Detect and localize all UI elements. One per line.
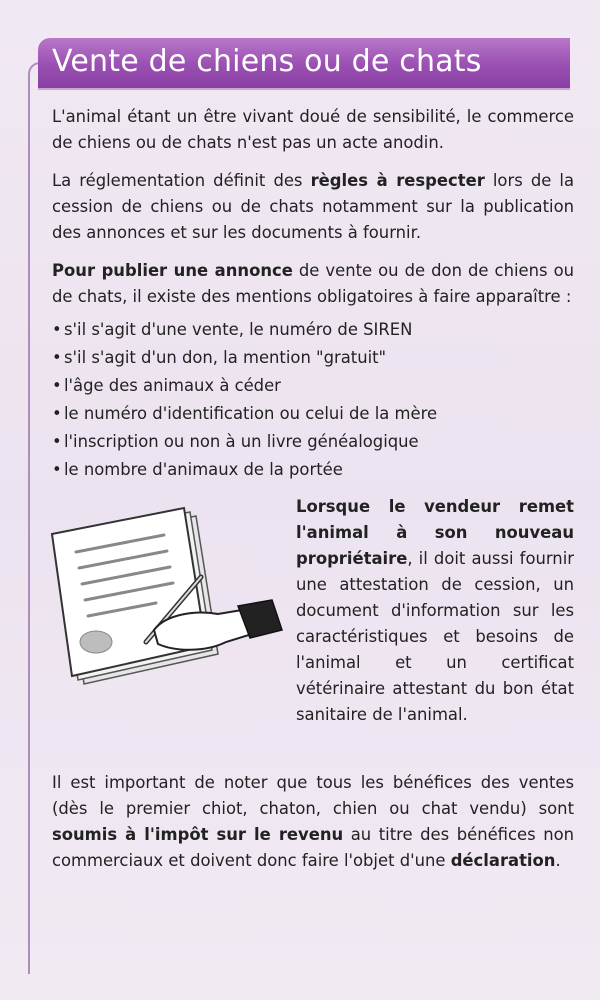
list-item: • s'il s'agit d'une vente, le numéro de SIREN bbox=[52, 316, 574, 344]
transfer-section bbox=[52, 494, 574, 764]
announcement-paragraph: Pour publier une annonce de vente ou de don de chiens ou de chats, il existe des mentions obligatoires à faire apparaître : bbox=[52, 261, 574, 306]
transfer-paragraph: Lorsque le vendeur remet l'animal à son nouveau propriétaire, il doit aussi fournir une attestation de cession, un document d'information sur les caractéristiques et besoins de l'animal et un certificat vétérinaire attestant du bon état sanitaire de l'animal. bbox=[296, 497, 574, 724]
list-item: • l'inscription ou non à un livre généalogique bbox=[52, 428, 574, 456]
left-border bbox=[28, 62, 40, 974]
signing-document-icon bbox=[46, 502, 286, 702]
page-title: Vente de chiens ou de chats bbox=[52, 44, 482, 79]
intro-paragraph: L'animal étant un être vivant doué de sensibilité, le commerce de chiens ou de chats n'est pas un acte anodin. bbox=[52, 107, 574, 152]
list-item: • le nombre d'animaux de la portée bbox=[52, 456, 574, 484]
regulation-paragraph: La réglementation définit des règles à respecter lors de la cession de chiens ou de chats notamment sur la publication des annonces et sur les documents à fournir. bbox=[52, 171, 574, 242]
list-item: • l'âge des animaux à céder bbox=[52, 372, 574, 400]
content bbox=[52, 104, 574, 886]
list-item: • le numéro d'identification ou celui de la mère bbox=[52, 400, 574, 428]
tax-paragraph: Il est important de noter que tous les bénéfices des ventes (dès le premier chiot, chaton, chien ou chat vendu) sont soumis à l'impôt sur le revenu au titre des bénéfices non commerciaux et doivent donc faire l'objet d'une déclaration. bbox=[52, 773, 574, 870]
mandatory-mentions-list bbox=[52, 316, 574, 484]
list-item: • s'il s'agit d'un don, la mention "gratuit" bbox=[52, 344, 574, 372]
